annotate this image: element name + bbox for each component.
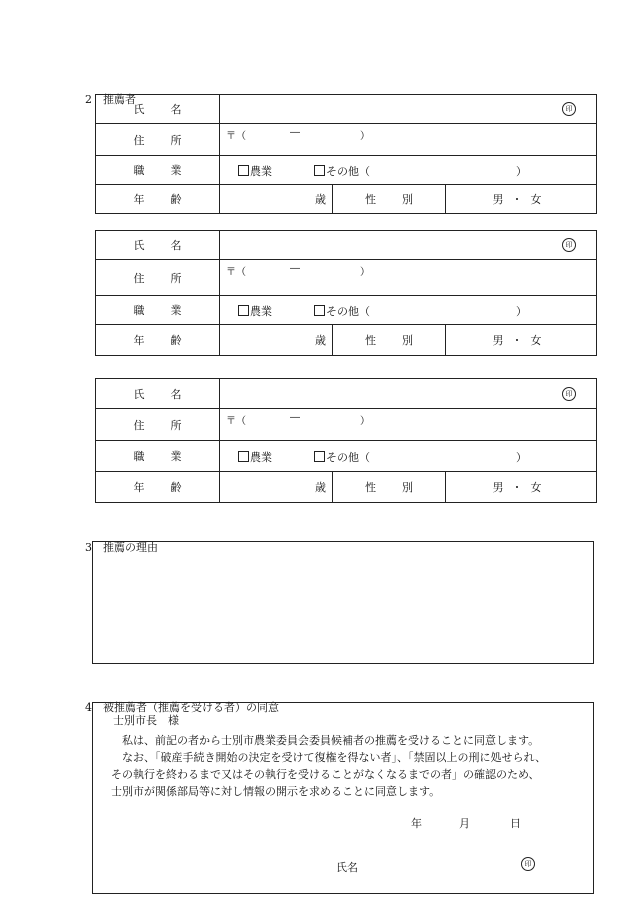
name-label: 氏名	[96, 95, 220, 124]
zip-code: 〒（ ― ）	[226, 412, 370, 427]
name-field[interactable]	[220, 379, 597, 409]
occupation-other-checkbox[interactable]: その他（	[314, 163, 370, 179]
occupation-farming-checkbox[interactable]: 農業	[238, 303, 272, 319]
age-field[interactable]: 歳	[220, 325, 333, 356]
addressee: 士別市長 様	[113, 714, 179, 727]
address-label: 住所	[96, 409, 220, 441]
seal-mark: 印	[562, 238, 576, 252]
occupation-other-checkbox[interactable]: その他（	[314, 449, 370, 465]
occupation-other-checkbox[interactable]: その他（	[314, 303, 370, 319]
occupation-farming-checkbox[interactable]: 農業	[238, 163, 272, 179]
occupation-field[interactable]: 農業 その他（ ）	[220, 441, 597, 472]
address-field[interactable]	[220, 124, 597, 156]
zip-code: 〒（ ― ）	[226, 263, 370, 278]
name-field[interactable]	[220, 231, 597, 260]
gender-label: 性別	[333, 185, 446, 214]
gender-label: 性別	[333, 325, 446, 356]
gender-field[interactable]: 男・女	[446, 185, 597, 214]
occupation-farming-checkbox[interactable]: 農業	[238, 449, 272, 465]
name-field[interactable]	[220, 95, 597, 124]
occupation-label: 職業	[96, 441, 220, 472]
gender-field[interactable]: 男・女	[446, 325, 597, 356]
name-label: 氏名	[96, 379, 220, 409]
consent-body-line-1: 私は、前記の者から士別市農業委員会委員候補者の推薦を受けることに同意します。	[122, 734, 540, 747]
date-year: 年	[411, 817, 422, 830]
address-label: 住所	[96, 124, 220, 156]
section-4-number: 4	[85, 701, 92, 714]
consent-box	[92, 702, 594, 894]
seal-mark: 印	[562, 387, 576, 401]
age-label: 年齢	[96, 325, 220, 356]
name-label: 氏名	[96, 231, 220, 260]
section-3-title: 推薦の理由	[103, 541, 158, 554]
seal-mark: 印	[562, 102, 576, 116]
age-field[interactable]: 歳	[220, 185, 333, 214]
date-day: 日	[510, 817, 521, 830]
consent-body-line-3: その執行を終わるまで又はその執行を受けることがなくなるまでの者」の確認のため、	[111, 768, 540, 781]
address-field[interactable]	[220, 260, 597, 296]
gender-field[interactable]: 男・女	[446, 472, 597, 503]
occupation-field[interactable]: 農業 その他（ ）	[220, 296, 597, 325]
consent-body-line-4: 士別市が関係部局等に対し情報の開示を求めることに同意します。	[111, 785, 441, 798]
occupation-field[interactable]: 農業 その他（ ）	[220, 156, 597, 185]
address-label: 住所	[96, 260, 220, 296]
age-label: 年齢	[96, 472, 220, 503]
zip-code: 〒（ ― ）	[226, 127, 370, 142]
occupation-label: 職業	[96, 156, 220, 185]
consent-body-line-2: なお、「破産手続き開始の決定を受けて復権を得ない者」、「禁固以上の刑に処せられ、	[122, 751, 547, 764]
age-field[interactable]: 歳	[220, 472, 333, 503]
section-2-title: 推薦者	[103, 93, 136, 106]
occupation-label: 職業	[96, 296, 220, 325]
gender-label: 性別	[333, 472, 446, 503]
date-month: 月	[459, 817, 470, 830]
recommender-table-2	[95, 230, 597, 356]
age-label: 年齢	[96, 185, 220, 214]
signature-name-label: 氏名	[336, 861, 358, 874]
section-4-title: 被推薦者（推薦を受ける者）の同意	[103, 701, 279, 714]
reason-textarea[interactable]	[92, 541, 594, 664]
section-2-number: 2	[85, 93, 92, 106]
recommender-table-3	[95, 378, 597, 503]
section-3-number: 3	[85, 541, 92, 554]
signature-seal: 印	[521, 857, 535, 871]
address-field[interactable]	[220, 409, 597, 441]
recommender-table-1	[95, 94, 597, 214]
